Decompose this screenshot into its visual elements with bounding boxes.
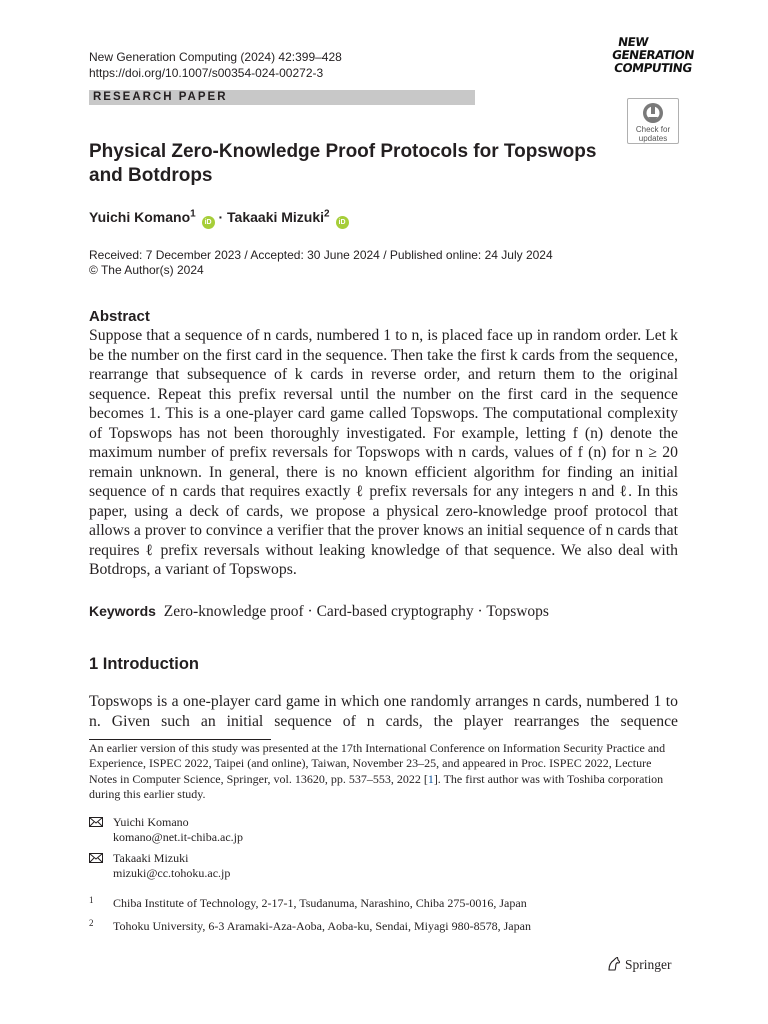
author-separator: · [214,209,228,225]
affiliation-number: 1 [89,895,94,905]
check-updates-icon [642,102,664,124]
publisher-mark [606,956,672,974]
keywords [89,601,549,622]
envelope-icon [89,853,103,863]
contact-email[interactable]: komano@net.it-chiba.ac.jp [113,830,244,845]
section-heading-introduction: 1 Introduction [89,655,199,673]
dates-line: Received: 7 December 2023 / Accepted: 30 June 2024 / Published online: 24 July 2024 [89,248,553,262]
author-affiliation-marker: 2 [324,208,330,220]
logo-line: GENERATION [611,48,695,62]
journal-citation: New Generation Computing (2024) 42:399–428 [89,50,342,64]
introduction-text: Topswops is a one-player card game in which one randomly arranges n cards, numbered 1 to n. Given such an initial sequence of n cards, the player rearranges the sequence [89,693,678,730]
contact-name: Takaaki Mizuki [113,851,189,865]
reference-link[interactable]: 1 [427,771,434,786]
author-name[interactable]: Takaaki Mizuki [227,209,325,225]
paper-title: Physical Zero-Knowledge Proof Protocols for Topswops and Botdrops [89,141,597,186]
springer-horse-icon [606,956,622,972]
journal-header [89,49,342,81]
orcid-icon[interactable]: iD [202,216,215,229]
abstract-text: Suppose that a sequence of n cards, numbered 1 to n, is placed face up in random order. Let k be the number on the first card in the sequence. Then take the first k cards from the sequence, rearrange that subsequence of k cards in reverse order, and return them to the original sequence. Repeat this prefix reversal until the number on the first card in the sequence becomes 1. This is a one-player card game called Topswops. The computational complexity of Topswops has not been thoroughly investigated. For example, letting f (n) denote the maximum number of prefix reversals for Topswops with n cards, values of f (n) for n ≥ 20 remain unknown. In general, there is no known efficient algorithm for finding an initial sequence of n cards that requires exactly ℓ prefix reversals for any integers n and ℓ. In this paper, using a deck of cards, we propose a physical zero-knowledge proof protocol that allows a prover to convince a verifier that the prover knows an initial sequence of n cards that requires ℓ prefix reversals without leaking knowledge of that sequence. We also deal with Botdrops, a variant of Topswops. [89,327,678,578]
abstract-heading: Abstract [89,308,150,325]
author-name[interactable]: Yuichi Komano [89,209,191,225]
affiliation-number: 2 [89,918,94,928]
footnote [89,741,678,802]
logo-line: NEW [617,35,650,49]
keywords-label: Keywords [89,603,156,619]
footnote-text-before: An earlier version of this study was presented at the 17th International Conference on Information Security Practice and Experience, ISPEC 2022, Taipei (and online), Taiwan, November 23–25, and appeared in Proc. ISPEC 2022, Lecture Notes in Computer Science, Springer, vol. 13620, pp. 537–553, 2022 [ [89,741,666,786]
publication-dates [89,248,553,278]
contact-email[interactable]: mizuki@cc.tohoku.ac.jp [113,866,231,881]
doi-link[interactable]: https://doi.org/10.1007/s00354-024-00272-3 [89,66,324,80]
paper-type-banner [89,90,475,105]
paper-type-label: RESEARCH PAPER [93,91,228,103]
author-list [89,207,349,229]
orcid-icon[interactable]: iD [336,216,349,229]
check-for-updates-button[interactable] [627,98,679,144]
logo-line: COMPUTING [613,61,693,75]
check-updates-label: Check for updates [635,125,671,143]
journal-logo [611,35,695,82]
footnote-text-after: ]. The first author was with Toshiba corporation during this earlier study. [89,771,664,801]
copyright-line: © The Author(s) 2024 [89,263,204,277]
footnote-divider [89,739,271,740]
affiliation-text: Chiba Institute of Technology, 2-17-1, Tsudanuma, Narashino, Chiba 275-0016, Japan [113,896,527,910]
contact-name: Yuichi Komano [113,815,189,829]
author-affiliation-marker: 1 [190,208,196,220]
affiliation-text: Tohoku University, 6-3 Aramaki-Aza-Aoba, Aoba-ku, Sendai, Miyagi 980-8578, Japan [113,919,531,933]
envelope-icon [89,817,103,827]
publisher-name: Springer [625,957,672,972]
keywords-list: Zero-knowledge proof · Card-based cryptography · Topswops [163,603,549,620]
